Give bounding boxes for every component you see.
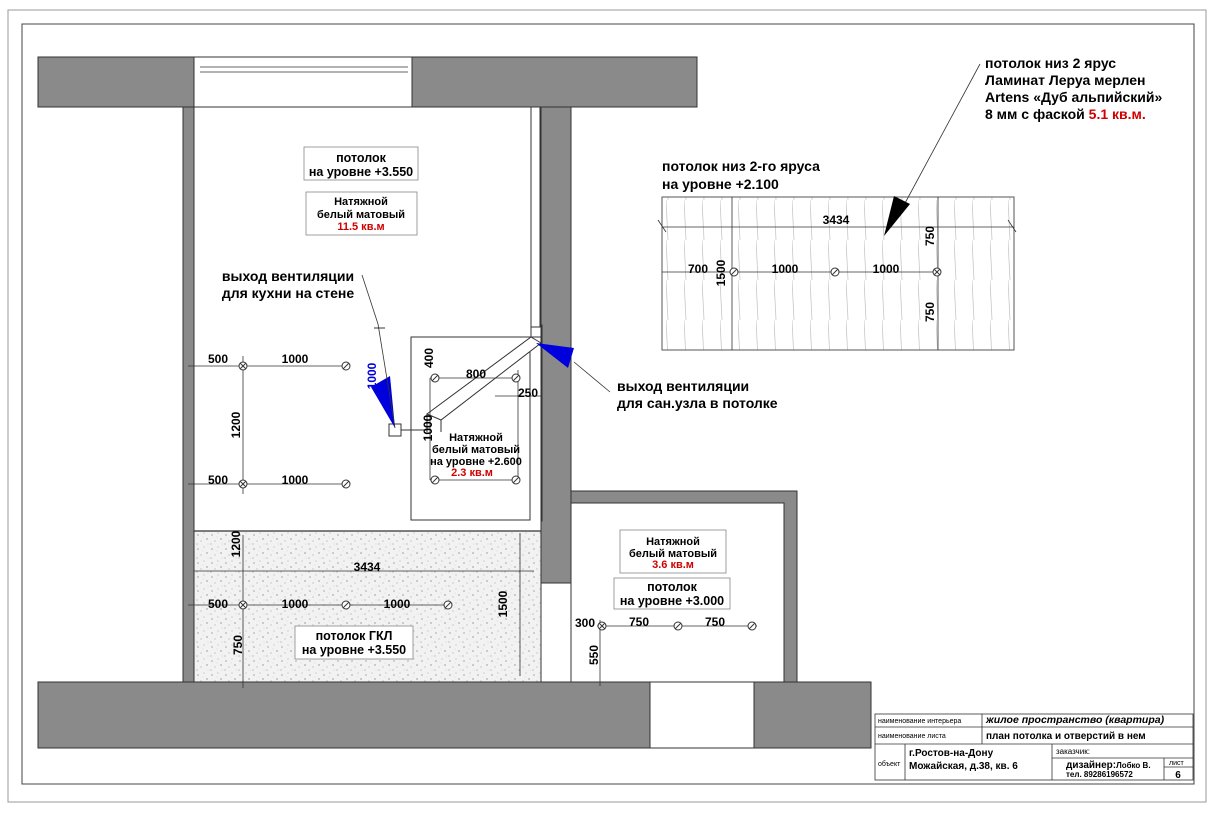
bath-d250: 250 [517, 386, 539, 400]
small-ceiling-line1: потолок [647, 580, 697, 594]
tier2-label-line2: на уровне +2.100 [662, 176, 779, 192]
tb-v2: план потолка и отверстий в нем [986, 731, 1146, 742]
row2-b: 1000 [281, 473, 309, 487]
row2-a: 500 [207, 473, 229, 487]
row1-b: 1000 [281, 352, 309, 366]
small-d750a: 750 [628, 615, 650, 629]
bath-type-line3: на уровне +2.600 [430, 456, 522, 468]
tb-designer-label: дизайнер: [1066, 760, 1117, 771]
note-line4 [985, 106, 1146, 122]
window-top [194, 57, 412, 107]
small-ceiling-line2: на уровне +3.000 [619, 594, 725, 608]
tb-designer-name: Лобко В. [1116, 761, 1151, 770]
tier2-top: 750 [923, 225, 937, 247]
vent-kitchen-line2: для кухни на стене [221, 285, 355, 301]
bath-d800: 800 [465, 367, 487, 381]
tier2-d3: 1000 [872, 262, 900, 276]
tb-addr2: Можайская, д.38, кв. 6 [909, 761, 1018, 772]
main-ceiling-line2: на уровне +3.550 [308, 165, 414, 179]
main-type-line2: белый матовый [316, 209, 406, 221]
small-room-opening [541, 583, 571, 682]
note-line4-area: 5.1 кв.м. [1088, 106, 1146, 122]
tb-phone: тел. 89286196572 [1066, 770, 1133, 779]
vent-bath-line1: выход вентиляции [617, 378, 750, 394]
note-line1: потолок низ 2 ярус [985, 55, 1117, 71]
bath-type-line1: Натяжной [449, 432, 503, 444]
note-line3: Artens «Дуб альпийский» [985, 89, 1163, 105]
tier2-d2: 1000 [771, 262, 799, 276]
note-line4-prefix: 8 мм с фаской [985, 106, 1089, 122]
gkl-b: 1000 [281, 597, 309, 611]
bath-area: 2.3 кв.м [451, 467, 493, 479]
tier2-width: 3434 [822, 213, 850, 227]
tb-v1: жилое пространство (квартира) [986, 714, 1165, 726]
tb-h1: наименование интерьера [878, 718, 962, 725]
vent-kitchen-line1: выход вентиляции [221, 268, 355, 284]
bath-type-line2: белый матовый [431, 444, 521, 456]
tb-addr1: г.Ростов-на-Дону [909, 748, 994, 759]
small-type-line1: Натяжной [646, 536, 700, 548]
bath-d400: 400 [422, 347, 436, 369]
bath-d1000: 1000 [421, 414, 435, 442]
small-d750b: 750 [704, 615, 726, 629]
main-type-line1: Натяжной [334, 196, 388, 208]
tier2-d1: 700 [687, 262, 709, 276]
tier2-height: 1500 [714, 259, 728, 287]
gkl-width: 3434 [353, 560, 381, 574]
main-area: 11.5 кв.м [337, 221, 385, 233]
tb-h2: наименование листа [878, 733, 946, 740]
gkl-h: 1500 [496, 590, 510, 618]
tb-sheet-num: 6 [1175, 770, 1181, 781]
door-bottom [650, 682, 754, 748]
main-ceiling-line1: потолок [336, 151, 386, 165]
gkl-c: 1000 [383, 597, 411, 611]
tb-client: заказчик: [1056, 747, 1090, 756]
vent-kitchen-dim: 1000 [365, 362, 379, 390]
tier2-label-line1: потолок низ 2-го яруса [662, 158, 820, 174]
tb-h3: объект [878, 761, 901, 768]
note-line2: Ламинат Леруа мерлен [985, 72, 1146, 88]
main-vdim: 1200 [229, 411, 243, 439]
small-d300: 300 [574, 616, 596, 630]
gkl-label-line2: на уровне +3.550 [301, 643, 407, 657]
tb-sheet-label: лист [1169, 760, 1184, 767]
gkl-bottom: 750 [231, 634, 245, 656]
tier2-bottom: 750 [923, 301, 937, 323]
gkl-label-line1: потолок ГКЛ [315, 629, 393, 643]
small-area: 3.6 кв.м [652, 559, 694, 571]
small-type-line2: белый матовый [628, 548, 718, 560]
gkl-a: 500 [207, 597, 229, 611]
gkl-vdim-top: 1200 [229, 530, 243, 558]
row1-a: 500 [207, 352, 229, 366]
small-d550: 550 [587, 644, 601, 666]
vent-bath-line2: для сан.узла в потолке [617, 395, 778, 411]
